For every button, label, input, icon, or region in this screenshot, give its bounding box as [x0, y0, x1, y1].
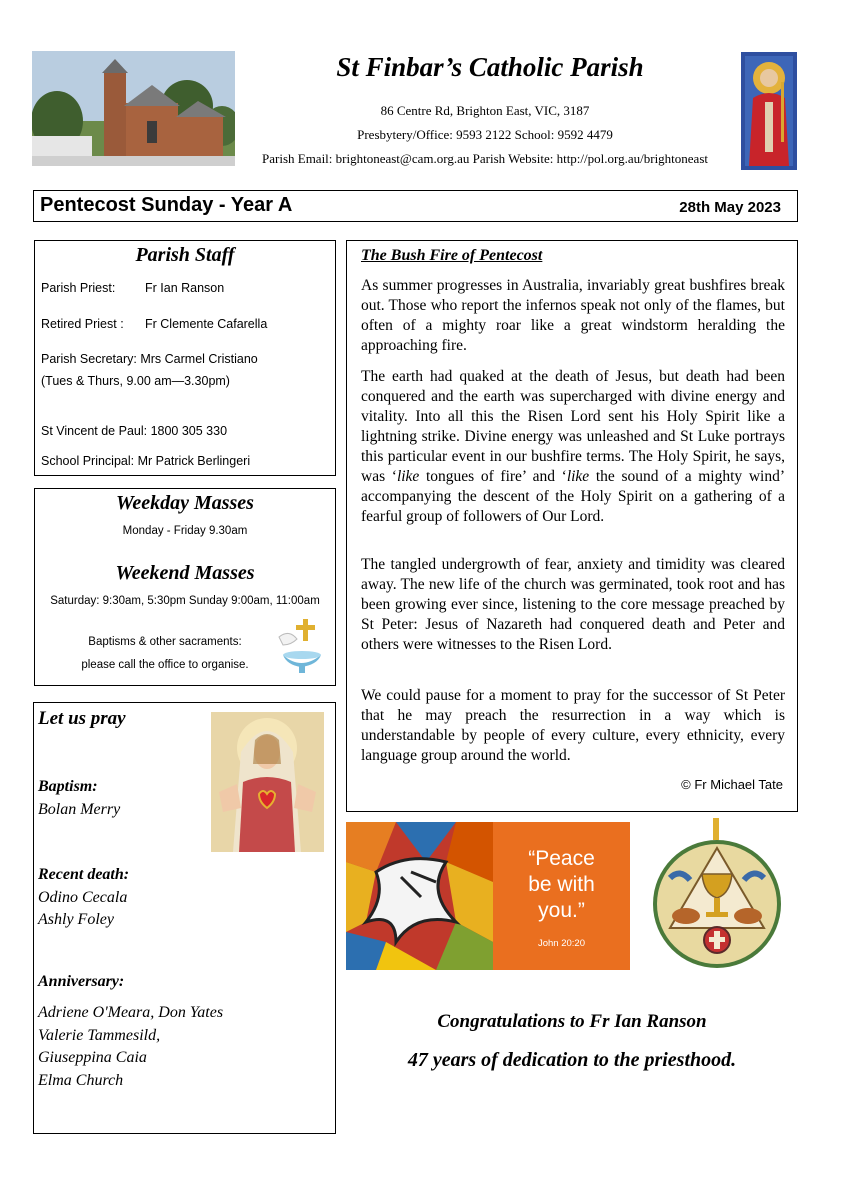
article-paragraph-2-text-b: tongues of fire’ and ‘: [419, 468, 567, 485]
liturgical-title: Pentecost Sunday - Year A: [40, 194, 293, 216]
article-paragraph-4: We could pause for a moment to pray for the successor of St Peter that he may preach the resurrection in a way which is understandable by people of every culture, every ethnicity, every language group around the world.: [361, 687, 785, 764]
congratulations-line-1: Congratulations to Fr Ian Ranson: [437, 1011, 707, 1032]
chalice-stained-glass-image: [650, 818, 784, 970]
anniversary-name-4: Elma Church: [38, 1072, 124, 1089]
sacraments-line-1: Baptisms & other sacraments:: [88, 636, 242, 648]
article-like-emphasis-1: like: [396, 468, 420, 485]
sacraments-line-2: please call the office to organise.: [81, 659, 249, 671]
peace-quote-reference: John 20:20: [537, 938, 585, 949]
congratulations-line-2: 47 years of dedication to the priesthood.: [407, 1049, 737, 1071]
retired-priest-name: Fr Clemente Cafarella: [145, 317, 268, 331]
anniversary-name-2: Valerie Tammesild,: [38, 1027, 161, 1044]
anniversary-name-3: Giuseppina Caia: [38, 1049, 147, 1066]
article-like-emphasis-2: like: [566, 468, 590, 485]
baptism-heading: Baptism:: [38, 778, 98, 795]
baptism-name-1: Bolan Merry: [38, 801, 121, 818]
prayer-list-box: [33, 702, 336, 1134]
peace-quote-line-2: be with: [528, 873, 595, 896]
church-photo: [32, 51, 235, 166]
reflection-article: [346, 240, 798, 812]
peace-quote-line-3: you.”: [538, 899, 585, 922]
mary-immaculate-heart-image: [211, 712, 324, 852]
retired-priest-label: Retired Priest :: [41, 317, 124, 331]
weekday-mass-times: Monday - Friday 9.30am: [122, 525, 248, 537]
peace-quote: [493, 846, 630, 924]
article-title: The Bush Fire of Pentecost: [361, 247, 543, 264]
article-paragraph-2-text-c: the sound of a mighty wind’ accompanying the descent of the Holy Spirit on a gathering of a fearful group of followers of Our Lord.: [361, 468, 785, 525]
anniversary-heading: Anniversary:: [38, 973, 125, 990]
bulletin-date: 28th May 2023: [679, 199, 781, 216]
parish-email-website: Parish Email: brightoneast@cam.org.au Parish Website: http://pol.org.au/brightoneast: [262, 151, 708, 166]
prayer-heading: Let us pray: [38, 708, 126, 729]
article-paragraph-3: The tangled undergrowth of fear, anxiety and timidity was cleared away. The new life of the church was germinated, took root and has been growing ever since, listening to the core message preached by St Peter: Jesus of Nazareth had conquered death and Peter and others were witnesses to the Risen Lord.: [361, 556, 785, 653]
parish-name: St Finbar’s Catholic Parish: [336, 52, 644, 82]
parish-priest-name: Fr Ian Ranson: [145, 281, 225, 295]
parish-priest-row: [41, 281, 225, 295]
article-paragraph-2-text-a: The earth had quaked at the death of Jesus, but death had been conquered and the earth was supercharged with divine energy and vitality. Into all this the Risen Lord sent his Holy Spirit like a lightning strike. Divine energy was unleashed and St Luke portrays this particular event in our bushfire terms. The Holy Spirit, he says, was ‘: [361, 368, 785, 485]
saint-stained-glass-image: [741, 52, 797, 170]
peace-be-with-you-card: [493, 822, 630, 970]
anniversary-name-1: Adriene O'Meara, Don Yates: [38, 1004, 224, 1021]
holy-spirit-stained-glass-image: [346, 822, 493, 970]
parish-priest-label: Parish Priest:: [41, 281, 116, 295]
weekend-masses-heading: Weekend Masses: [115, 562, 255, 584]
mass-times-box: [34, 488, 336, 686]
article-paragraph-1: As summer progresses in Australia, invariably great bushfires break out. Those who report the infernos speak not only of the flames, but often of a mighty roar like a great windstorm heralding the approaching fire.: [361, 277, 785, 354]
st-vincent-de-paul: St Vincent de Paul: 1800 305 330: [41, 424, 228, 438]
title-bar: [33, 190, 798, 222]
parish-address: 86 Centre Rd, Brighton East, VIC, 3187: [380, 103, 590, 118]
retired-priest-row: [41, 317, 268, 331]
recent-death-name-2: Ashly Foley: [38, 911, 114, 928]
recent-death-name-1: Odino Cecala: [38, 889, 128, 906]
weekend-mass-times: Saturday: 9:30am, 5:30pm Sunday 9:00am, 11:00am: [50, 595, 320, 607]
secretary-hours: (Tues & Thurs, 9.00 am—3.30pm): [41, 374, 230, 388]
parish-phones: Presbytery/Office: 9593 2122 School: 9592 4479: [357, 127, 613, 142]
school-principal: School Principal: Mr Patrick Berlingeri: [41, 454, 251, 468]
dove-font-icon: [275, 615, 327, 675]
article-paragraph-2: [361, 367, 785, 527]
peace-quote-line-1: “Peace: [528, 847, 595, 870]
parish-staff-box: [34, 240, 336, 476]
parish-secretary: Parish Secretary: Mrs Carmel Cristiano: [41, 352, 258, 366]
staff-heading: Parish Staff: [135, 244, 235, 266]
weekday-masses-heading: Weekday Masses: [116, 492, 254, 514]
recent-death-heading: Recent death:: [38, 866, 130, 883]
article-credit: © Fr Michael Tate: [681, 777, 783, 792]
